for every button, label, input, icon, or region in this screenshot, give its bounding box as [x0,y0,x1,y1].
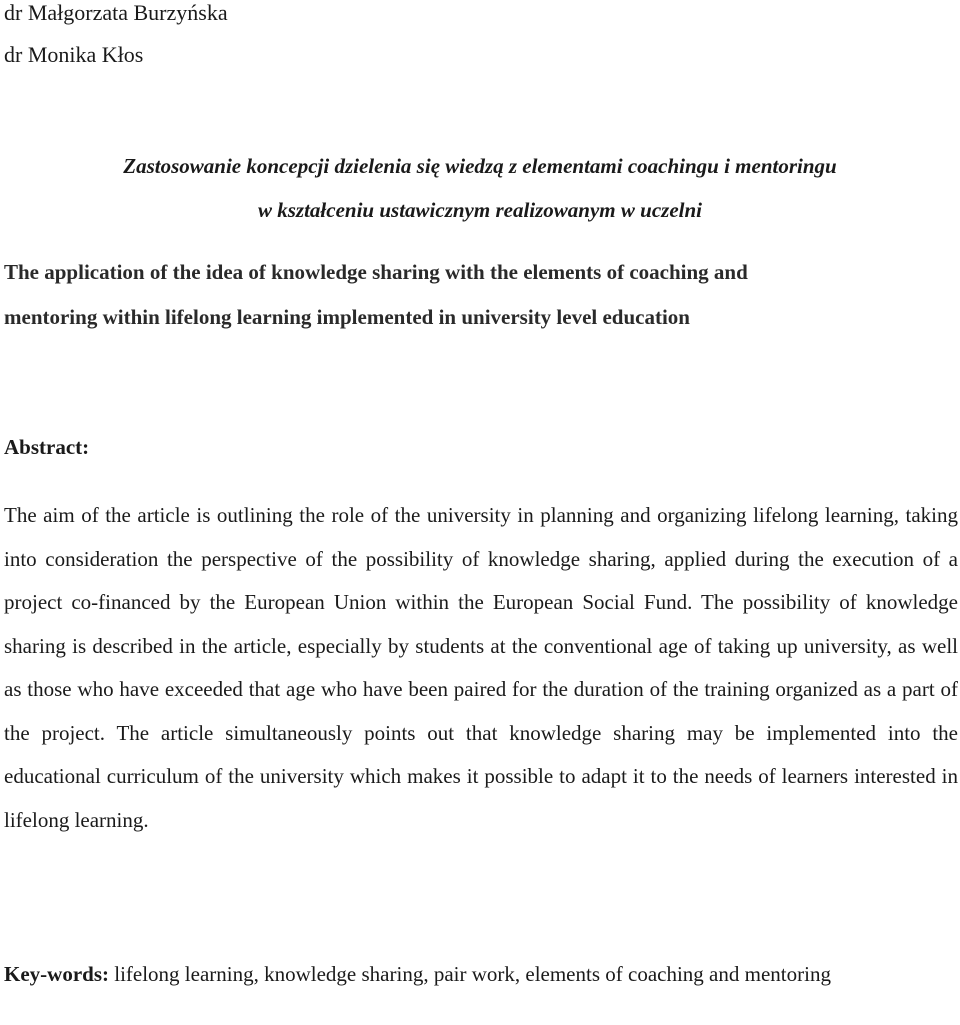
abstract-heading: Abstract: [4,435,90,459]
keywords-label: Key-words: [4,962,109,986]
title-english-line-1: The application of the idea of knowledge sharing with the elements of coaching and [4,260,748,284]
title-polish-line-1: Zastosowanie koncepcji dzielenia się wiedzą z elementami coachingu i mentoringu [123,154,837,178]
title-polish-line-2: w kształceniu ustawicznym realizowanym w uczelni [258,198,702,222]
author-1: dr Małgorzata Burzyńska [4,0,228,25]
abstract-body: The aim of the article is outlining the role of the university in planning and organizing lifelong learning, taking into consideration the perspective of the possibility of knowledge sharing, applied during the execution of a project co-financed by the European Union within the European Social Fund. The possibility of knowledge sharing is described in the article, especially by students at the conventional age of taking up university, as well as those who have exceeded that age who have been paired for the duration of the training organized as a part of the project. The article simultaneously points out that knowledge sharing may be implemented into the educational curriculum of the university which makes it possible to adapt it to the needs of learners interested in lifelong learning. [4,503,958,832]
author-2: dr Monika Kłos [4,42,144,67]
title-english-line-2: mentoring within lifelong learning implemented in university level education [4,305,690,329]
keywords-text: lifelong learning, knowledge sharing, pair work, elements of coaching and mentoring [108,962,831,986]
keywords-paragraph [4,953,904,996]
